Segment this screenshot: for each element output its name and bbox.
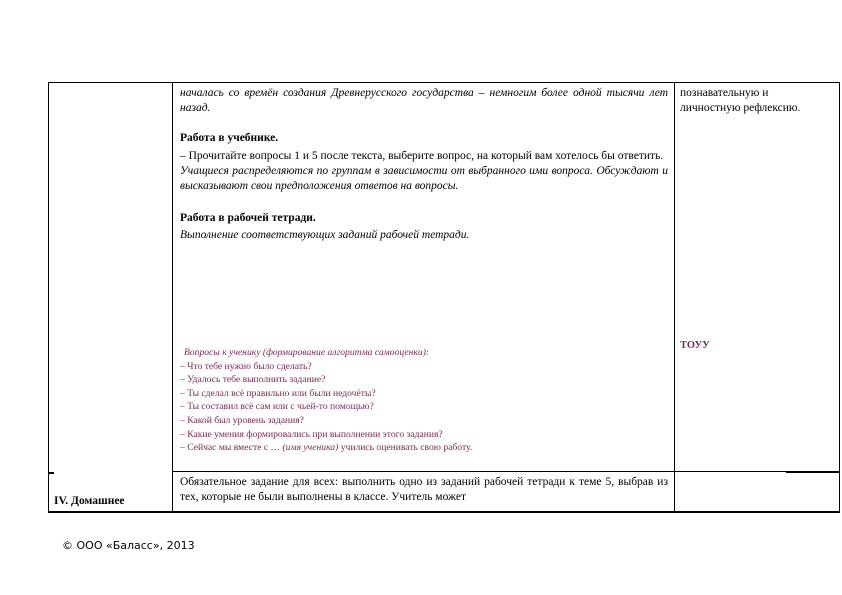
textbook-instruction: – Прочитайте вопросы 1 и 5 после текста, выберите вопрос, на который вам хотелось бы ответить. [180,149,664,162]
row-divider-thick-right [786,471,840,473]
question-item: – Удалось тебе выполнить задание? [180,374,326,386]
middle-cell [180,86,668,244]
table-divider-1 [172,82,173,513]
self-assessment-questions [180,346,668,455]
workbook-text: Выполнение соответствующих заданий рабочей тетради. [180,229,470,242]
textbook-heading: Работа в учебнике. [180,132,279,145]
table-left-border [48,82,49,513]
question-item: – Ты составил всё сам или с чьей-то помощью? [180,401,374,413]
textbook-students-text: Учащиеся распределяются по группам в зависимости от выбранного ими вопроса. Обсуждают и высказывают свои предположения ответов на вопросы. [180,164,668,193]
toyy-label: ТОУУ [680,340,710,351]
question-item: – Какой был уровень задания? [180,414,304,426]
reflection-text: познавательную и личностную рефлексию. [680,87,801,115]
homework-text: Обязательное задание для всех: выполнить одно из заданий рабочей тетради к теме 5, выбрав из тех, которые не были выполнены в классе. Учитель может [180,476,668,504]
question-item: – Ты сделал всё правильно или были недочёты? [180,387,376,399]
table-divider-2 [674,82,675,513]
table-bottom-border [48,511,840,513]
workbook-heading: Работа в рабочей тетради. [180,212,316,225]
question-item: – Сейчас мы вместе с … (имя ученика) учились оценивать свою работу. [180,442,473,454]
question-item: – Какие умения формировались при выполнении этого задания? [180,428,443,440]
questions-heading: Вопросы к ученику (формирование алгоритма самооценки): [184,347,430,358]
table-right-border [839,82,840,513]
intro-text: началась со времён создания Древнерусского государства – немногим более одной тысячи лет назад. [180,87,668,115]
copyright-footer: © ООО «Баласс», 2013 [62,539,195,552]
row-divider-segment [172,471,799,472]
lesson-plan-table [48,82,840,514]
row-divider-left-short [48,472,54,474]
question-item: – Что тебе нужно было сделать? [180,360,312,372]
table-top-border [48,82,840,83]
stage-label: IV. Домашнее [54,495,125,507]
